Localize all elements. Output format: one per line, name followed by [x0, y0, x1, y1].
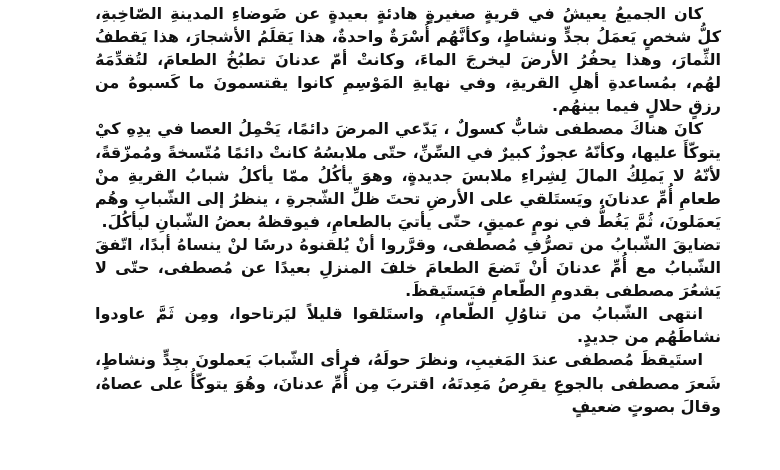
- paragraph-village-life: كان الجميعُ يعيشُ في قريةٍ صغيرةٍ هادئةٍ بعيدةٍ عن ضَوضاءِ المدينةِ الصّاخِبةِ، كلُّ شخصٍ يَعمَلُ بجدٍّ ونشاطٍ، وكأنَّهُم أُسْرَةٌ واحدةٌ، هذا يَقلَمُ الأشجارَ، هذا يَقطفُ الثِّمارَ، وهذا يحفُرُ الأرضَ ليخرجَ الماءَ، وكانتْ أمّ عدنانَ تطبُخُ الطعامَ، لتُقدِّمَهُ لهُم، بمُساعدةِ أهلِ القريةِ، وفي نهايةِ المَوْسِمِ كانوا يقتسمونَ ما كَسبوهُ من رزقٍ حلالٍ فيما بينهُم.: [95, 4, 721, 116]
- paragraph-youth-plan: تضايقَ الشّبابُ من تصرُّفِ مُصطفى، وقرَّروا أنْ يُلقنوهُ درسًا لنْ ينساهُ أبدًا، اتّفقَ الشّبابُ مع أُمِّ عدنانَ أنْ تَضعَ الطعامَ خلفَ المنزلِ بعيدًا عن مُصطفى، حتّى لا يَشعُرَ مصطفى بقدومِ الطّعامِ فيَستَيقظَ.: [95, 234, 721, 301]
- paragraph-mustafa-wakes: استَيقظَ مُصطفى عندَ المَغيبِ، ونظرَ حولَهُ، فرأى الشّبابَ يَعملونَ بجِدٍّ ونشاطٍ، شَعرَ مصطفى بالجوعِ يقرِصُ مَعِدتَهُ، اقتربَ مِن أُمِّ عدنانَ، وهُوَ يتوكّأُ على عصاهُ، وقالَ بصوتٍ ضعيفٍ: [95, 350, 721, 416]
- paragraph-youth-rest: انتهى الشّبابُ من تناوُلِ الطّعامِ، واستَلقوا قليلاً ليَرتاحوا، ومِن ثَمَّ عاودوا نشاطَهُم من جديدٍ.: [95, 304, 721, 347]
- paragraph-mustafa-lazy: كانَ هناكَ مصطفى شابٌّ كسولٌ ، يَدّعي المرضَ دائمًا، يَحْمِلُ العصا في يدِهِ كيْ يتوكّأَ عليها، وكأنّهُ عجوزٌ كبيرٌ في السِّنِّ، حتّى ملابسُهُ كانتْ دائمًا مُتّسخةً ومُمزّقةً، لأنّهُ لا يَملِكُ المالَ لِشِراءِ ملابسَ جديدةٍ، وهوَ يأكُلُ ممّا يأكلُ شبابُ القريةِ منْ طعامِ أُمِّ عدنانَ، ويَستَلقي على الأرضِ تحتَ ظلِّ الشّجرةِ ، ينظرُ إلى الشّبابِ وهُم يَعمَلونَ، ثُمَّ يَغُطُّ في نومٍ عميقٍ، حتّى يأتيَ بالطعامِ، فيوقظهُ بعضُ الشّبانِ ليأكُلَ.: [95, 119, 721, 231]
- story-text: [95, 2, 721, 418]
